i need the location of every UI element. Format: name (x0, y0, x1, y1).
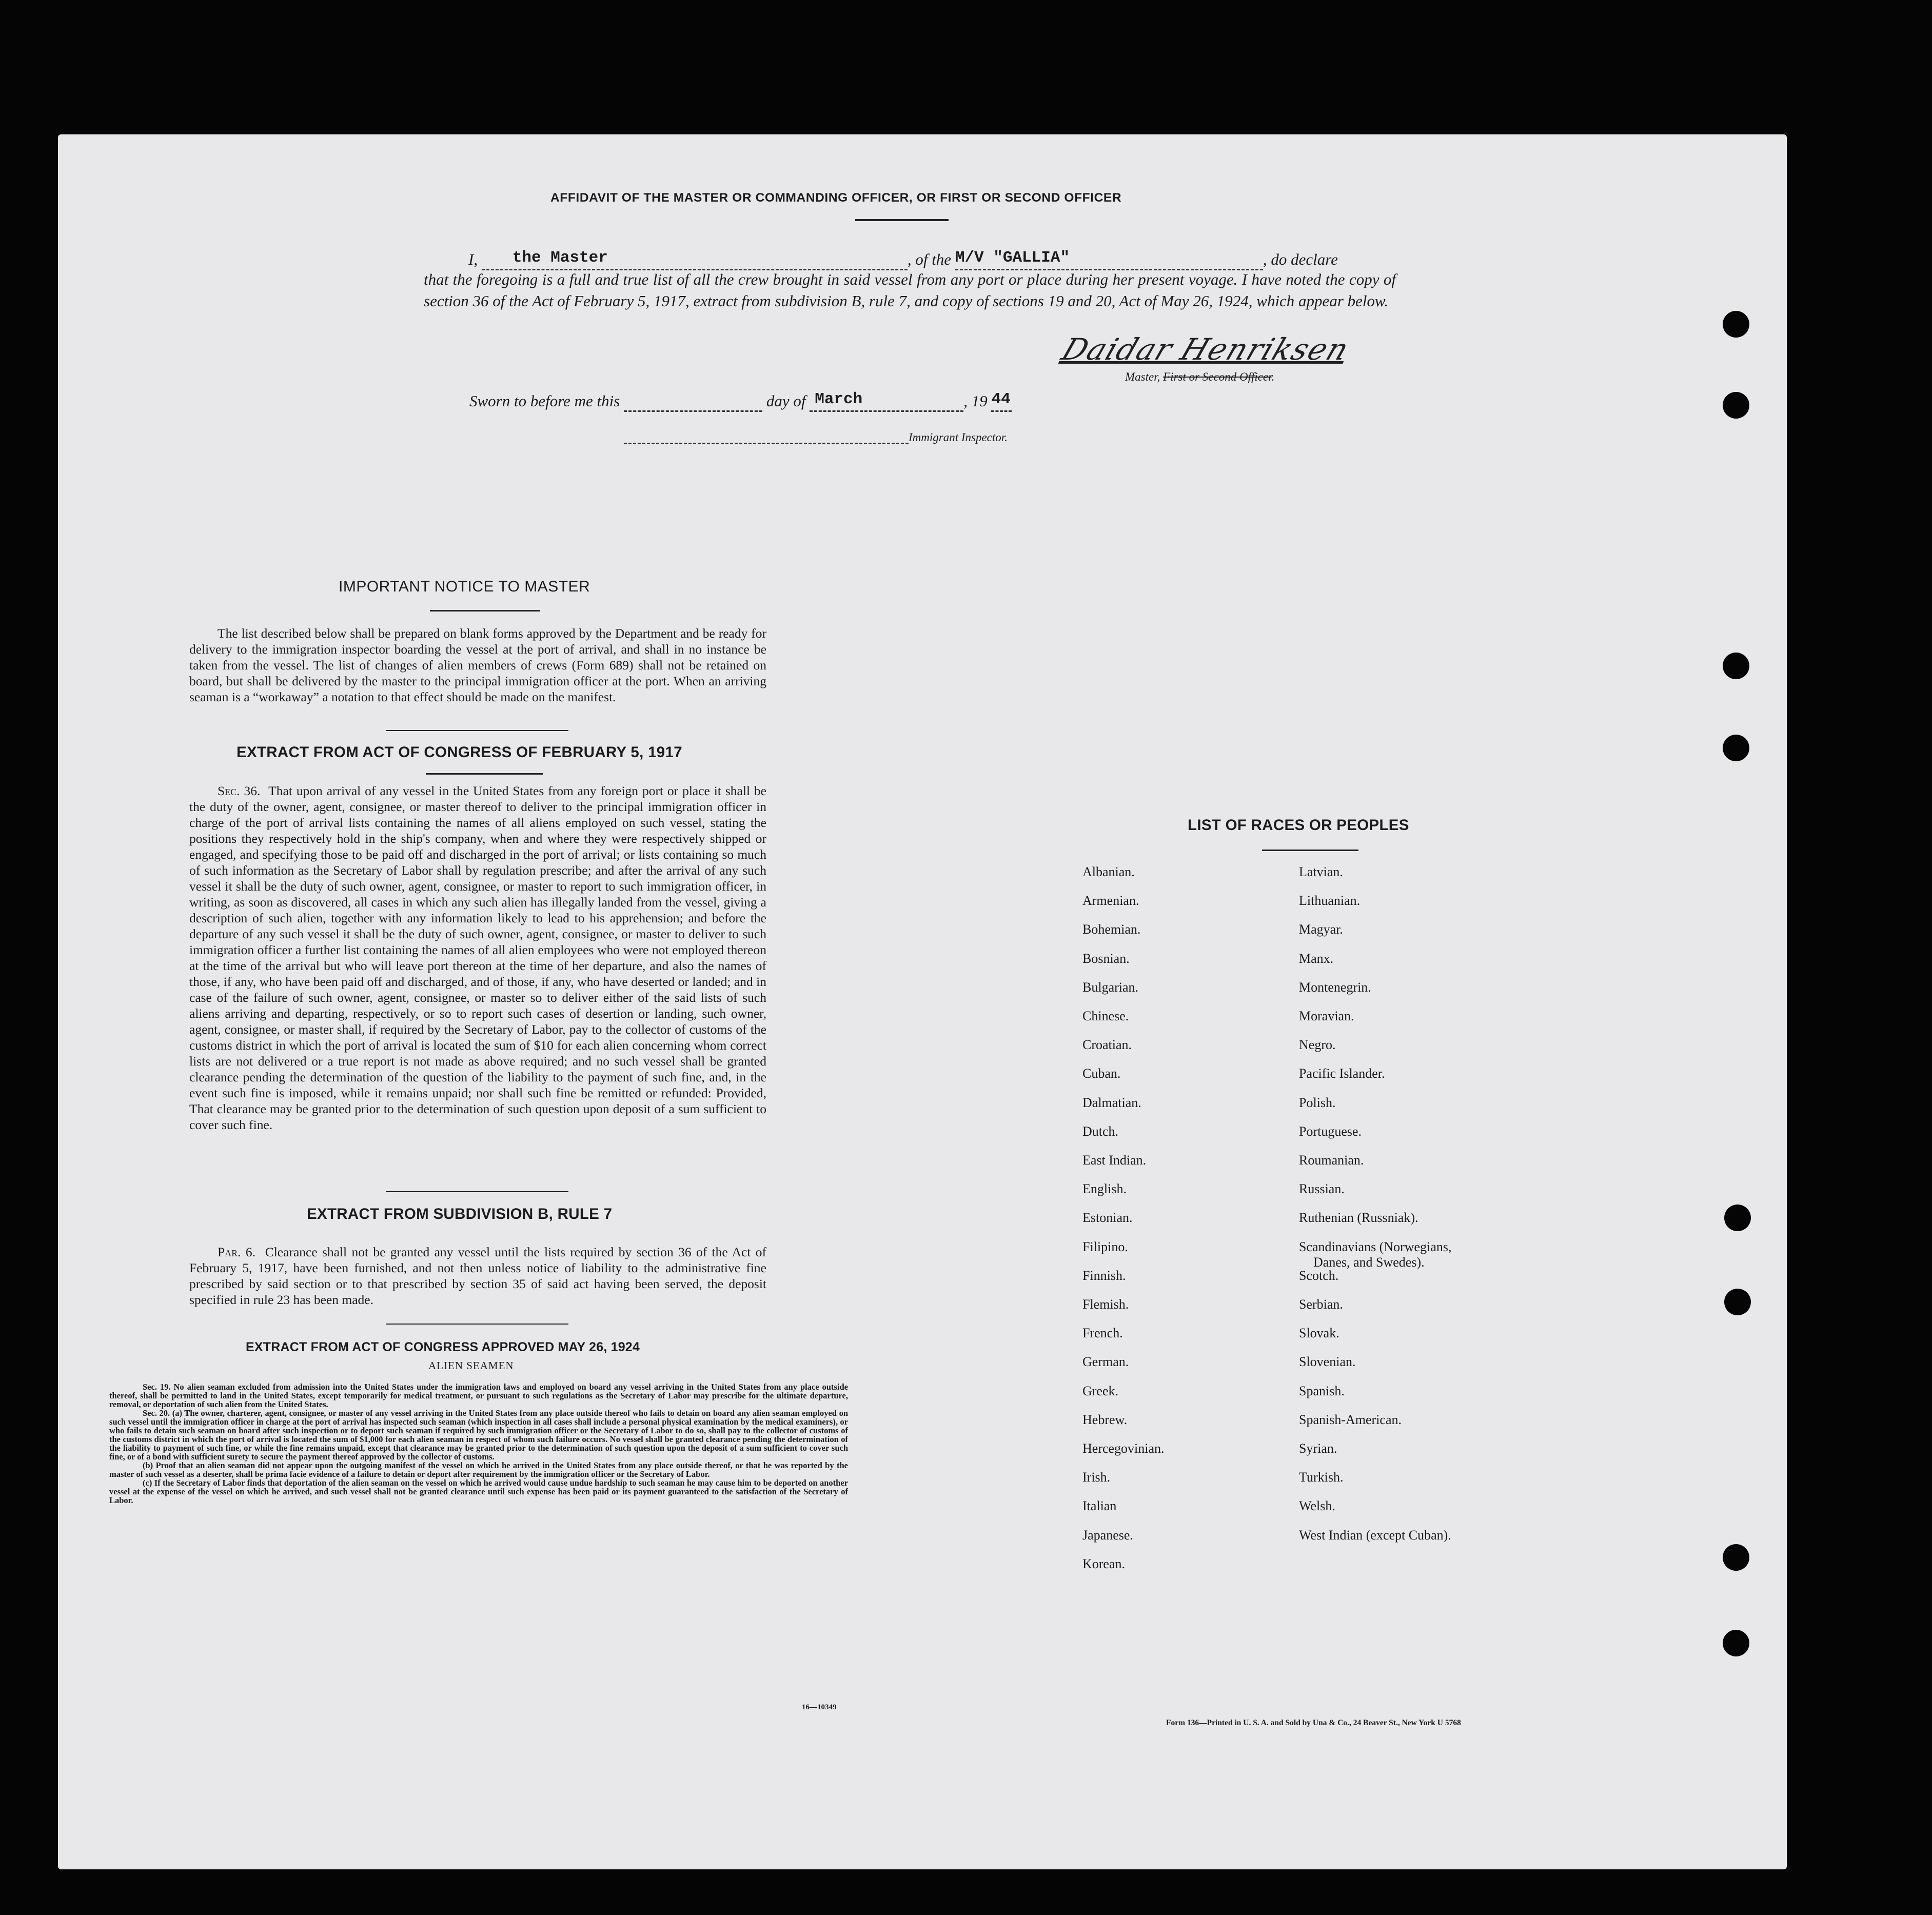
races-heading: LIST OF RACES OR PEOPLES (1188, 817, 1409, 834)
race-item: Pacific Islander. (1299, 1066, 1385, 1081)
race-item: Welsh. (1299, 1498, 1335, 1514)
master-signature (1057, 332, 1354, 367)
punch-hole (1723, 311, 1749, 338)
extract1917-rule (426, 773, 543, 775)
race-item: Turkish. (1299, 1470, 1344, 1485)
race-item: German. (1082, 1354, 1129, 1370)
race-item: Cuban. (1082, 1066, 1121, 1081)
extract1924-text (109, 1383, 848, 1505)
race-item: Bosnian. (1082, 951, 1130, 966)
declarant-value: the Master (512, 249, 608, 267)
punch-hole (1723, 653, 1749, 679)
race-item: Finnish. (1082, 1268, 1126, 1283)
extract1917-end-rule (386, 1191, 568, 1192)
race-item: Slovenian. (1299, 1354, 1356, 1370)
extract1917-text (189, 783, 766, 1133)
form-page (58, 134, 1787, 1869)
race-item: Serbian. (1299, 1297, 1343, 1312)
signer-struck: First or Second Officer (1163, 370, 1272, 383)
vessel-value: M/V "GALLIA" (955, 249, 1070, 267)
race-item: Spanish. (1299, 1383, 1345, 1398)
race-item: Dalmatian. (1082, 1095, 1141, 1110)
affidavit-heading: AFFIDAVIT OF THE MASTER OR COMMANDING OFFICER, OR FIRST OR SECOND OFFICER (550, 191, 1122, 205)
extract1924-heading: EXTRACT FROM ACT OF CONGRESS APPROVED MAY 26, 1924 (246, 1340, 640, 1354)
race-item: Moravian. (1299, 1009, 1354, 1023)
race-item: West Indian (except Cuban). (1299, 1527, 1451, 1543)
punch-hole (1723, 735, 1749, 761)
signer-title: Master, First or Second Officer. (1125, 370, 1275, 383)
race-item: Latvian. (1299, 864, 1343, 879)
sec36-label: Sec. 36. (218, 783, 261, 798)
inspector-signature-field[interactable] (624, 443, 909, 444)
extract1917-heading: EXTRACT FROM ACT OF CONGRESS OF FEBRUARY 5, 1917 (236, 744, 682, 761)
notice-rule (430, 610, 540, 611)
sworn-line (469, 387, 1012, 412)
race-item: Chinese. (1082, 1009, 1129, 1023)
race-item: Portuguese. (1299, 1123, 1362, 1139)
race-item: Bulgarian. (1082, 979, 1139, 995)
inspector-label-text: Immigrant Inspector. (909, 431, 1008, 444)
race-item: East Indian. (1082, 1153, 1147, 1168)
extract1924-subheading: ALIEN SEAMEN (428, 1359, 514, 1372)
sec20c-text: (c) If the Secretary of Labor finds that deportation of the alien seaman on the vessel on which he arrived would cause undue hardship to such seaman he may cause him to be deported on another vessel at the expense of the vessel on which he arrived, and such vessel shall not be granted clearance until such expense has been paid or its payment guaranteed to the satisfaction of the Secretary of Labor. (109, 1478, 848, 1505)
sworn-day-field[interactable] (624, 410, 762, 412)
race-item: Hercegovinian. (1082, 1441, 1165, 1456)
race-item: French. (1082, 1326, 1123, 1341)
race-item: Scandinavians (Norwegians, (1299, 1239, 1452, 1254)
punch-hole (1723, 392, 1749, 419)
signer-label: Master, (1125, 370, 1160, 383)
race-item: Estonian. (1082, 1210, 1133, 1226)
race-item: Manx. (1299, 951, 1334, 966)
race-item: Danes, and Swedes). (1313, 1254, 1425, 1270)
race-item: Greek. (1082, 1383, 1119, 1398)
race-item: Dutch. (1082, 1123, 1119, 1139)
vessel-field[interactable] (955, 246, 1263, 270)
sec36-body: That upon arrival of any vessel in the United States from any foreign port or place it shall be the duty of the owner, agent, consignee, or master thereof to deliver to the principal immigration officer in charge of the port of arrival lists containing the names of all aliens employed on such vessel, stating the positions they respectively hold in the ship's company, when and where they were respectively shipped or engaged, and specifying those to be paid off and discharged in the port of arrival; or lists containing so much of such information as the Secretary of Labor shall by regulation prescribe; and after the arrival of any such vessel it shall be the duty of such owner, agent, consignee, or master to report to such immigration officer, in writing, as soon as discovered, all cases in which any such alien has illegally landed from the vessel, giving a description of such alien, together with any information likely to lead to his apprehension; and before the departure of any such vessel it shall be the duty of such owner, agent, consignee, or master to deliver to such immigration officer a further list containing the names of all alien employees who were not employed thereon at the time of the arrival but who will leave port thereon at the time of her departure, and also the names of those, if any, who have been paid off and discharged, and of those, if any, who have deserted or landed; and in case of the failure of such owner, agent, consignee, or master so to deliver either of the said lists of such aliens arriving and departing, respectively, or so to report such cases of desertion or landing, such owner, agent, consignee, or master shall, if required by the Secretary of Labor, pay to the collector of customs of the customs district in which the port of arrival is located the sum of $10 for each alien concerning whom correct lists are not delivered or a true report is not made as above required; and no such vessel shall be granted clearance pending the determination of the question of the liability to the payment of such fine, and, in the event such fine is imposed, while it remains unpaid; nor shall such fine be remitted or refunded: Provided, That clearance may be granted prior to the determination of such question upon deposit of a sum sufficient to cover such fine. (189, 783, 767, 1132)
rule7-end-rule (386, 1324, 568, 1325)
race-item: Japanese. (1082, 1527, 1133, 1543)
race-item: Lithuanian. (1299, 893, 1361, 909)
sworn-year-prefix: , 19 (963, 392, 988, 410)
notice-end-rule (386, 730, 568, 731)
notice-heading: IMPORTANT NOTICE TO MASTER (339, 578, 590, 595)
race-item: Scotch. (1299, 1268, 1339, 1283)
sworn-day-label: day of (766, 392, 806, 410)
decl-prefix: I, (468, 250, 478, 268)
race-item: Spanish-American. (1299, 1412, 1402, 1427)
race-item: Montenegrin. (1299, 979, 1371, 995)
decl-mid: , of the (907, 250, 952, 268)
form-code: 16—10349 (802, 1703, 837, 1711)
sworn-month-field[interactable] (810, 387, 963, 412)
race-item: Bohemian. (1082, 922, 1141, 937)
declaration-line-1 (468, 246, 1443, 270)
race-item: Korean. (1082, 1556, 1126, 1571)
declarant-field[interactable] (482, 246, 908, 270)
par6-label: Par. 6. (218, 1245, 256, 1259)
punch-hole (1724, 1205, 1751, 1231)
race-item: Filipino. (1082, 1239, 1128, 1254)
race-item: Hebrew. (1082, 1412, 1128, 1427)
race-item: Albanian. (1082, 864, 1135, 879)
race-item: Magyar. (1299, 922, 1343, 937)
sworn-year-value: 44 (991, 390, 1011, 408)
race-item: Italian (1082, 1498, 1117, 1514)
race-item: Armenian. (1082, 893, 1139, 909)
race-item: Russian. (1299, 1181, 1345, 1197)
sworn-year-field[interactable] (991, 387, 1012, 412)
sec20a-text: Sec. 20. (a) The owner, charterer, agent, consignee, or master of any vessel arriving in the United States from any place outside thereof who fails to detain on board any alien seaman employed on such vessel until the immigration officer in charge at the port of arrival has inspected such seaman (which inspection in all cases shall include a personal physical examination by the medical examiners), or who fails to detain such seaman on board after such inspection or to deport such seaman if required by such immigration officer or the Secretary of Labor to do so, shall pay to the collector of customs of the customs district in which the port of arrival is located the sum of $1,000 for each alien seaman in respect of whom such failure occurs. No vessel shall be granted clearance pending the determination of the liability to payment of such fine, or while the fine remains unpaid, except that clearance may be granted prior to the determination of such question upon the deposit of a sum sufficient to cover such fine, or of a bond with sufficient surety to secure the payment thereof approved by the collector of customs. (109, 1408, 848, 1462)
race-item: Polish. (1299, 1095, 1336, 1110)
punch-hole (1724, 1289, 1751, 1315)
sworn-prefix: Sworn to before me this (469, 392, 620, 410)
race-item: Croatian. (1082, 1037, 1132, 1053)
sec19-text: Sec. 19. No alien seaman excluded from admission into the United States under the immigration laws and employed on board any vessel arriving in the United States from any place outside thereof, shall be permitted to land in the United States, except temporarily for medical treatment, or pursuant to such regulations as the Secretary of Labor may prescribe for the ultimate departure, removal, or deportation of such alien from the United States. (109, 1382, 848, 1409)
race-item: Negro. (1299, 1037, 1336, 1053)
punch-hole (1723, 1544, 1749, 1571)
notice-text: The list described below shall be prepared on blank forms approved by the Department and be ready for delivery to the immigration inspector boarding the vessel at the port of arrival, and shall in no instance be taken from the vessel. The list of changes of alien members of crews (Form 689) shall not be retained on board, but shall be delivered by the master to the principal immigration officer at the port. When an arriving seaman is a “workaway” a notation to that effect should be made on the manifest. (189, 626, 766, 704)
rule7-text (189, 1244, 766, 1308)
race-item: English. (1082, 1181, 1127, 1197)
race-item: Irish. (1082, 1470, 1111, 1485)
heading-rule (855, 219, 949, 221)
sec20b-text: (b) Proof that an alien seaman did not appear upon the outgoing manifest of the vessel on which he arrived in the United States from any place outside thereof, or that he was reported by the master of such vessel as a deserter, shall be prima facie evidence of a failure to detain or deport after requirement by the immigration officer or the Secretary of Labor. (109, 1460, 848, 1479)
race-item: Flemish. (1082, 1297, 1129, 1312)
race-item: Slovak. (1299, 1326, 1339, 1341)
rule7-heading: EXTRACT FROM SUBDIVISION B, RULE 7 (307, 1206, 613, 1222)
par6-body: Clearance shall not be granted any vessel until the lists required by section 36 of the Act of February 5, 1917, have been furnished, and not then unless notice of liability to the administrative fine prescribed by said section or to that prescribed by section 35 of said act having been served, the deposit specified in rule 23 has been made. (189, 1245, 767, 1307)
inspector-line (624, 431, 1008, 444)
signature-text: Daidar Henriksen (1057, 332, 1354, 367)
race-item: Roumanian. (1299, 1153, 1364, 1168)
punch-hole (1723, 1630, 1749, 1656)
race-item: Ruthenian (Russniak). (1299, 1210, 1418, 1226)
races-rule (1262, 850, 1358, 851)
sworn-month-value: March (815, 390, 863, 408)
race-item: Syrian. (1299, 1441, 1337, 1456)
printer-footer: Form 136—Printed in U. S. A. and Sold by Una & Co., 24 Beaver St., New York U 5768 (1166, 1719, 1461, 1727)
declaration-body: that the foregoing is a full and true list of all the crew brought in said vessel from any port or place during her present voyage. I have noted the copy of section 36 of the Act of February 5, 1917, extract from subdivision B, rule 7, and copy of sections 19 and 20, Act of May 26, 1924, which appear below. (424, 270, 1396, 310)
decl-suffix: , do declare (1263, 250, 1338, 268)
